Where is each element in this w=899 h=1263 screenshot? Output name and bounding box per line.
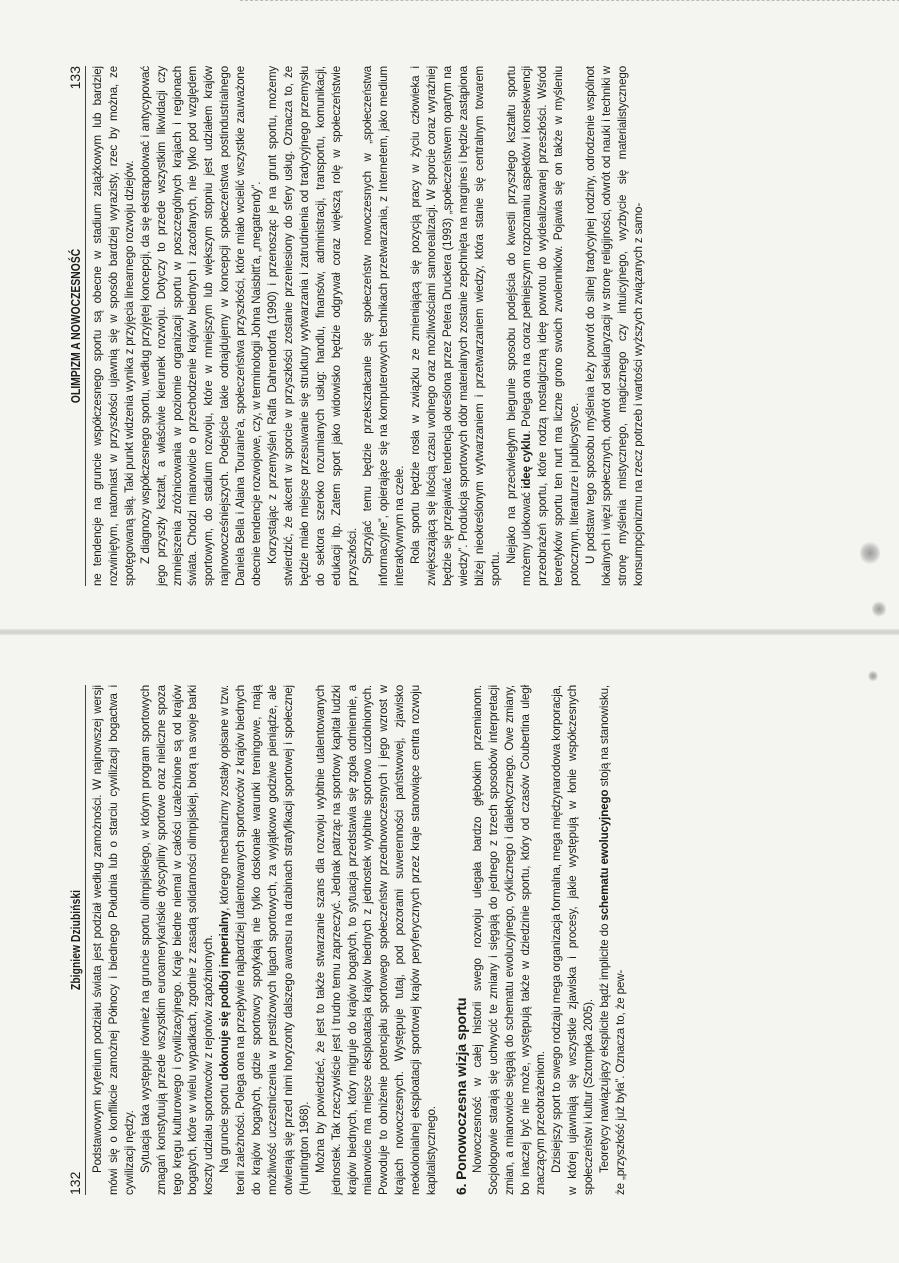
bold-term: schematu ewolucyjnego bbox=[598, 789, 612, 921]
paragraph: Sytuacja taka występuje również na gruncie sportu olimpijskiego, w którym program sportowych zmagań konstytuują przede wszystkim euroamerykańskie dyscypliny sportowe oraz nieliczne spoza tego kręgu kulturowego i cywilizacyjnego. Kraje biedne niemal w całości uzależnione są od krajów bogatych, które w wielu wypadkach, zgodnie z zasadą solidarności olimpijskiej, biorą na swoje barki koszty udziału sportowców z rejonów zapóźnionych. bbox=[138, 685, 216, 1195]
bold-term: dokonuje się podbój imperialny bbox=[218, 910, 232, 1081]
right-page-header bbox=[64, 66, 86, 586]
section-heading: 6. Ponowoczesna wizja sportu bbox=[452, 997, 469, 1195]
text-run: . Polega ona na coraz pełniejszym rozpoznaniu aspektów i konsekwencji przeobrażeń sportu, które rodzą nostalgiczną ideę powrotu do wyidealizowanej przeszłości. Wśród teoretyków sportu ten nurt ma liczne grono swoich zwolenników. Pojawia się on także w myśleniu potocznym, literaturze i publicystyce. bbox=[520, 66, 582, 586]
paragraph-imperial bbox=[217, 685, 312, 1195]
paragraph: Dzisiejszy sport to swego rodzaju mega organizacja formalna, mega międzynarodowa korporacja, w której ujawniają się wszystkie zjawiska i procesy, jakie występują w łonie współczesnych społeczeństw i kultur (Sztompka 2005). bbox=[550, 685, 596, 1195]
left-page-header bbox=[64, 685, 86, 1195]
paragraph: Podstawowym kryterium podziału świata jest podział według zamożności. W najnowszej wersji mówi się o konflikcie zamożnej Północy i biednego Południa lub o starciu cywilizacji bogactwa i cywilizacji nędzy. bbox=[91, 685, 136, 1195]
text-run: , którego mechanizmy zostały opisane w tzw. teorii zależności. Polega ona na przepływie najbardziej utalentowanych sportowców z krajów biednych do krajów bogatych, gdzie sportowcy spotykają nie tylko doskonałe warunki treningowe, mają możliwość uczestniczenia w prestiżowych ligach sportowych, za wyjątkowo godziwe pieniądze, ale otwierają się przed nimi horyzonty dalszego awansu na drabinach stratyfikacji sportowej i społecznej (Huntington 1968). bbox=[218, 685, 311, 1195]
text-run: Teoretycy nawiązujący eksplicite bądź implicite do bbox=[598, 920, 612, 1173]
section-gap bbox=[440, 685, 454, 1195]
paragraph: U podstaw tego sposobu myślenia leży powrót do silnej tradycyjnej rodziny, odrodzenie wspólnot lokalnych i więzi społecznych, odwrót od sekularyzacji w stronę religijności, odwrót od nauki i techniki w stronę myślenia mistycznego, magicznego czy intuicyjnego, wyzbycie się materialistycznego konsumpcjonizmu na rzecz potrzeb i wartości wyższych związanych z samo- bbox=[584, 66, 645, 586]
text-run: Niejako na przeciwległym biegunie sposobu podejścia do kwestii przyszłego kształtu sportu możemy ulokować bbox=[504, 66, 534, 586]
paragraph-evolutionary bbox=[597, 685, 629, 1195]
paragraph: Sprzyjać temu będzie przekształcanie się społeczeństw nowoczesnych w „społeczeństwa informacyjne”, opierające się na komputerowych technikach przetwarzania, z Internetem, jako medium interaktywnym na czele. bbox=[361, 66, 407, 586]
right-page bbox=[0, 0, 899, 631]
left-page bbox=[0, 633, 899, 1263]
page-number-right: 133 bbox=[67, 66, 83, 90]
paragraph-cycle bbox=[504, 66, 584, 586]
scan-speck bbox=[868, 670, 878, 682]
paragraph: Można by powiedzieć, że jest to także stwarzanie szans dla rozwoju wybitnie utalentowanych jednostek. Tak rzeczywiście jest i trudno temu zaprzeczyć. Jednak patrząc na sportowy kapitał ludzki krajów biednych, który migruje do krajów bogatych, to sytuacja przedstawia się zgoła odmiennie, a mianowicie ma miejsce eksploatacja krajów biednych z jednostek wybitnie sportowo uzdolnionych. Powoduje to obniżenie potencjału sportowego społeczeństw przednowoczesnych i jego wzrost w krajach nowoczesnych. Występuje tutaj, pod pozorami suwerenności państwowej, zjawisko neokolonialnej eksploatacji sportowej krajów peryferycznych przez kraje stanowiące centra rozwoju kapitalistycznego. bbox=[313, 685, 439, 1195]
right-page-body bbox=[90, 66, 647, 586]
left-page-body bbox=[90, 685, 629, 1195]
page-number-left: 132 bbox=[67, 1171, 83, 1195]
running-head-title: OLIMPIZM A NOWOCZESNOŚĆ bbox=[69, 248, 83, 403]
paragraph: Rola sportu będzie rosła w związku ze zmieniającą się pozycją pracy w życiu człowieka i zwiększającą się ilością czasu wolnego oraz możliwościami samorealizacji. W sporcie coraz wyraźniej będzie się przejawiać tendencja określona przez Petera Druckera (1993) „społeczeństwem opartym na wiedzy”. Produkcja sportowych dóbr materialnych zostanie zepchnięta na margines i będzie zastąpiona bliżej nieokreślonym wytwarzaniem i przetwarzaniem wiedzy, która stanie się centralnym towarem sportu. bbox=[409, 66, 502, 586]
running-head-author: Zbigniew Dziubiński bbox=[69, 890, 83, 991]
paragraph: Korzystając z przemyśleń Ralfa Dahrendorfa (1990) i przenosząc je na grunt sportu, możemy stwierdzić, że akcent w sporcie w przyszłości zostanie przeniesiony do sfery usług. Oznacza to, że będzie miało miejsce przesuwanie się struktury wytwarzania i zatrudnienia od tradycyjnego przemysłu do sektora szeroko rozumianych usług: handlu, finansów, administracji, transportu, komunikacji, edukacji itp. Zatem sport jako widowisko będzie odgrywał coraz większą rolę w społeczeństwie przyszłości. bbox=[265, 66, 359, 586]
paragraph: Z diagnozy współczesnego sportu, według przyjętej koncepcji, da się ekstrapolować i antycypować jego przyszły kształt, a właściwie kierunek rozwoju. Dotyczy to przede wszystkim likwidacji czy zmniejszenia zróżnicowania w poziomie organizacji sportu w poszczególnych krajach i regionach świata. Chodzi mianowicie o przechodzenie krajów biednych i zacofanych, nie tylko pod względem sportowym, do stadium rozwoju, które w mniejszym lub większym stopniu jest udziałem krajów najnowocześniejszych. Podejście takie odnajdujemy w koncepcji społeczeństwa postindustrialnego Daniela Bella i Alaina Touraine'a, społeczeństwa przyszłości, które miało wcielić wszystkie zauważone obecnie tendencje rozwojowe, czy, w terminologii Johna Naisbitt'a, „megatrendy”. bbox=[138, 66, 264, 586]
text-run: Na gruncie sportu bbox=[218, 1080, 232, 1173]
bold-term: ideę cyklu bbox=[520, 433, 534, 489]
paragraph: ne tendencje na gruncie współczesnego sportu są obecne w stadium zalążkowym lub bardziej rozwiniętym, natomiast w przyszłości ujawnią się w sposób bardziej wyrazisty, rzec by można, ze spotęgowaną siłą. Taki punkt widzenia wynika z przyjęcia linearnego rozwoju dziejów. bbox=[91, 66, 136, 586]
text-run: stoją na stanowisku, że „przyszłość już była”. Oznacza to, że pew- bbox=[598, 685, 627, 1195]
paragraph: Nowoczesność w całej historii swego rozwoju ulegała bardzo głębokim przemianom. Socjologowie starają się uchwycić te zmiany i sięgają do jednego z trzech sposobów interpretacji zmian, a mianowicie sięgają do schematu ewolucyjnego, cyklicznego i dialektycznego. Owe zmiany, bo inaczej być nie może, występują także w dziedzinie sportu, który od czasów Coubertina uległ znaczącym przeobrażeniom. bbox=[470, 685, 548, 1195]
scan-speck bbox=[860, 540, 880, 566]
scan-speck bbox=[872, 600, 886, 618]
